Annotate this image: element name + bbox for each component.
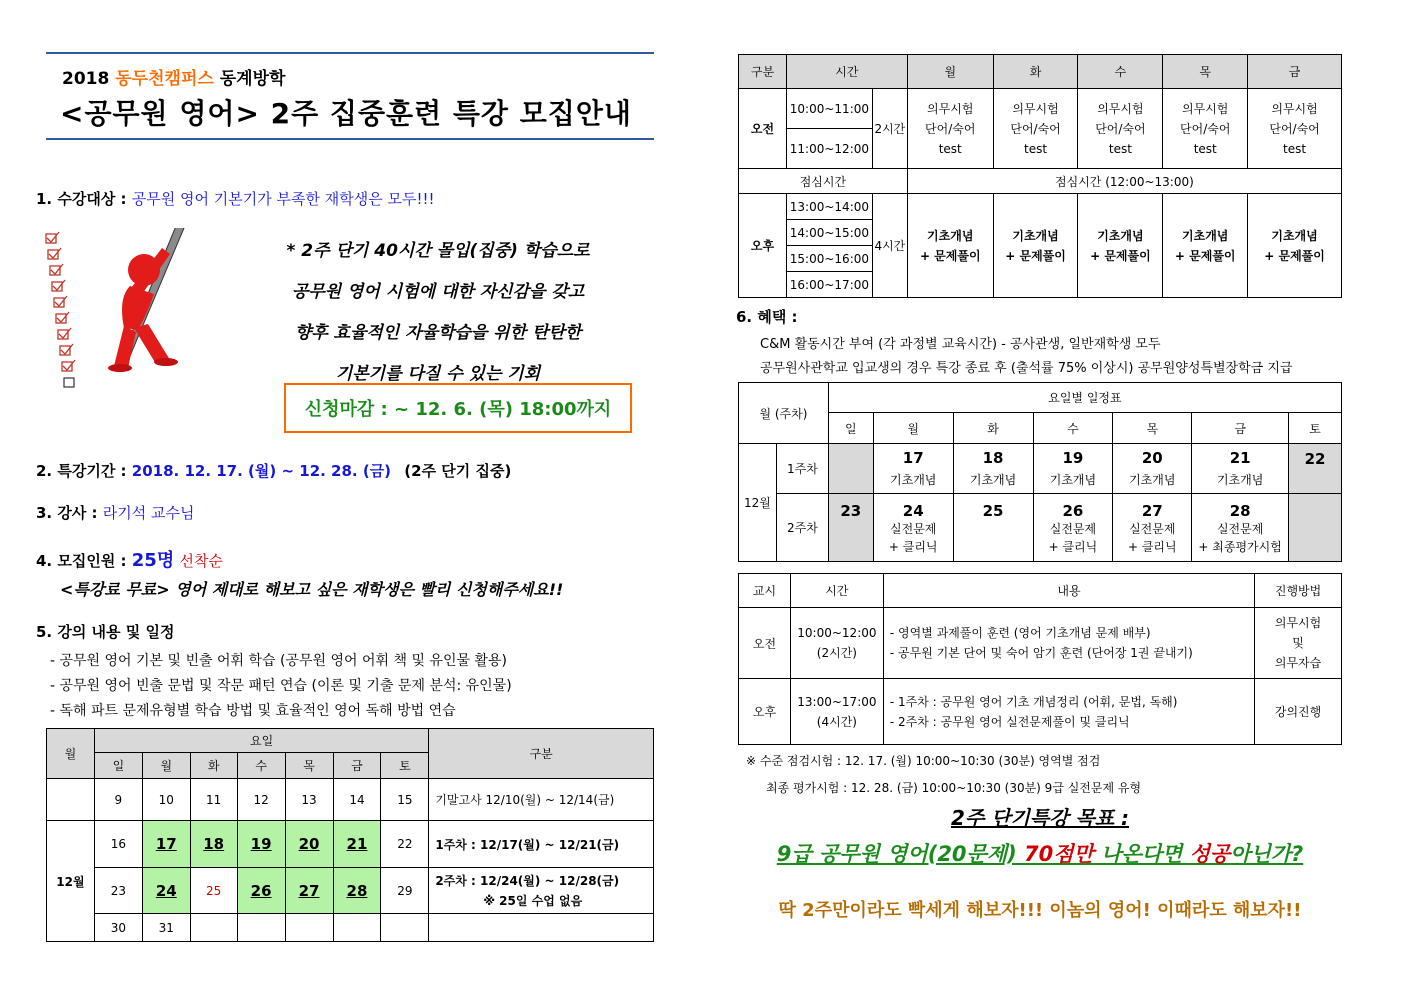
note-final-test: 최종 평가시험 : 12. 28. (금) 10:00~10:30 (30분) 9급 실전문제 유형 <box>766 781 1142 795</box>
weekly-schedule: 월 (주차) 요일별 일정표 일 월 화 수 목 금 토 12월 1주차 17 기초개념 18 기초개념 19 기초개념 20 기초개념 21 기초개념 22 2주차 23 24 실전문제 + 클리닉 25 26 실전문제 + 클리닉 27 실전문제 + 클리닉 28 실전문제 + 최종평가시험 <box>738 382 1342 562</box>
calendar-row: 9 10 11 12 13 14 15 기말고사 12/10(월) ~ 12/14(금) <box>47 779 654 821</box>
instructor-section: 3. 강사 : 라기석 교수님 <box>36 504 195 522</box>
course-bullet-1: - 공무원 영어 기본 및 빈출 어휘 학습 (공무원 영어 어휘 책 및 유인물 활용) <box>50 653 507 669</box>
benefit-line-2: 공무원사관학교 입교생의 경우 특강 종료 후 (출석률 75% 이상시) 공무원양성특별장학금 지급 <box>760 361 1293 376</box>
period-section: 2. 특강기간 : 2018. 12. 17. (월) ~ 12. 28. (금) (2주 단기 집중) <box>36 462 512 480</box>
recruit-section: 4. 모집인원 : 25명 선착순 <box>36 550 223 571</box>
course-bullet-2: - 공무원 영어 빈출 문법 및 작문 패턴 연습 (이론 및 기출 문제 분석: 유인물) <box>50 678 512 694</box>
calendar-table: 월 요일 구분 일 월 화 수 목 금 토 9 10 11 12 13 14 15 기말고사 12/10(월) ~ 12/14(금) 12월 16 17 18 19 20 21 22 1주차 : 12/17(월) ~ 12/21(금) 23 24 25 26 27 28 29 2주차 : 12/24(월) ~ 12/28(금) ※ 25일 수업 없음 30 31 <box>46 728 654 942</box>
cheer-text: 딱 2주만이라도 빡세게 해보자!!! 이놈의 영어! 이때라도 해보자!! <box>778 900 1302 921</box>
target-value: 공무원 영어 기본기가 부족한 재학생은 모두!!! <box>131 190 435 208</box>
course-bullet-3: - 독해 파트 문제유형별 학습 방법 및 효율적인 영어 독해 방법 연습 <box>50 703 456 719</box>
calendar-row: 23 24 25 26 27 28 29 2주차 : 12/24(월) ~ 12/28(금) ※ 25일 수업 없음 <box>47 868 654 914</box>
deadline-box: 신청마감 : ~ 12. 6. (목) 18:00까지 <box>284 383 632 433</box>
header-bottom-line <box>46 138 654 140</box>
header-subtitle <box>62 64 285 89</box>
illustration <box>44 228 194 400</box>
checklist-figure-icon <box>44 228 194 400</box>
header-year: 2018 <box>62 69 110 89</box>
recruit-note: <특강료 무료> 영어 제대로 해보고 싶은 재학생은 빨리 신청해주세요!! <box>60 580 564 599</box>
benefit-line-1: C&M 활동시간 부여 (각 과정별 교육시간) - 공사관생, 일반재학생 모두 <box>760 337 1161 352</box>
calendar-row: 12월 16 17 18 19 20 21 22 1주차 : 12/17(월) ~ 12/21(금) <box>47 821 654 868</box>
header-program: 동계방학 <box>219 69 286 89</box>
page-title: <공무원 영어> 2주 집중훈련 특강 모집안내 <box>60 97 632 130</box>
target-section: 1. 수강대상 : 공무원 영어 기본기가 부족한 재학생은 모두!!! <box>36 190 435 208</box>
timetable: 구분 시간 월 화 수 목 금 오전 10:00~11:00 2시간 의무시험 단어/숙어 test 의무시험 단어/숙어 test 의무시험 단어/숙어 test 의무시험 단어/숙어 test 의무시험 단어/숙어 test 11:00~12:00 점심시간 점심시간 (12:00~13:00) 오후 13:00~14:00 4시간 기초개념 + 문제풀이 기초개념 + 문제풀이 기초개념 + 문제풀이 기초개념 + 문제풀이 기초개념 + 문제풀이 14:00~15:00 15:00~16:00 16:00~17:00 <box>738 54 1342 298</box>
goal-title: 2주 단기특강 목표 : <box>950 806 1130 830</box>
goal-statement: 9급 공무원 영어(20문제) 70점만 나온다면 성공아닌가? <box>776 842 1304 866</box>
header-top-line <box>46 52 654 54</box>
note-level-test: ※ 수준 점검시험 : 12. 17. (월) 10:00~10:30 (30분) 영역별 점검 <box>746 754 1101 768</box>
calendar-row: 30 31 <box>47 914 654 942</box>
course-section-title: 5. 강의 내용 및 일정 <box>36 623 175 641</box>
header-campus: 동두천캠퍼스 <box>115 69 214 89</box>
benefit-title: 6. 혜택 : <box>736 308 798 326</box>
intro-text: * 2주 단기 40시간 몰입(집중) 학습으로 공무원 영어 시험에 대한 자신감을 갖고 향후 효율적인 자율학습을 위한 탄탄한 기본기를 다질 수 있는 기회 <box>286 241 590 384</box>
content-table: 교시 시간 내용 진행방법 오전 10:00~12:00 (2시간) - 영역별 과제풀이 훈련 (영어 기초개념 문제 배부) - 공무원 기본 단어 및 숙어 암기 훈련 (단어장 1권 끝내기) 의무시험 및 의무자습 오후 13:00~17:00 (4시간) - 1주차 : 공무원 영어 기초 개념정리 (어휘, 문법, 독해) - 2주차 : 공무원 영어 실전문제풀이 및 클리닉 강의진행 <box>738 573 1342 745</box>
